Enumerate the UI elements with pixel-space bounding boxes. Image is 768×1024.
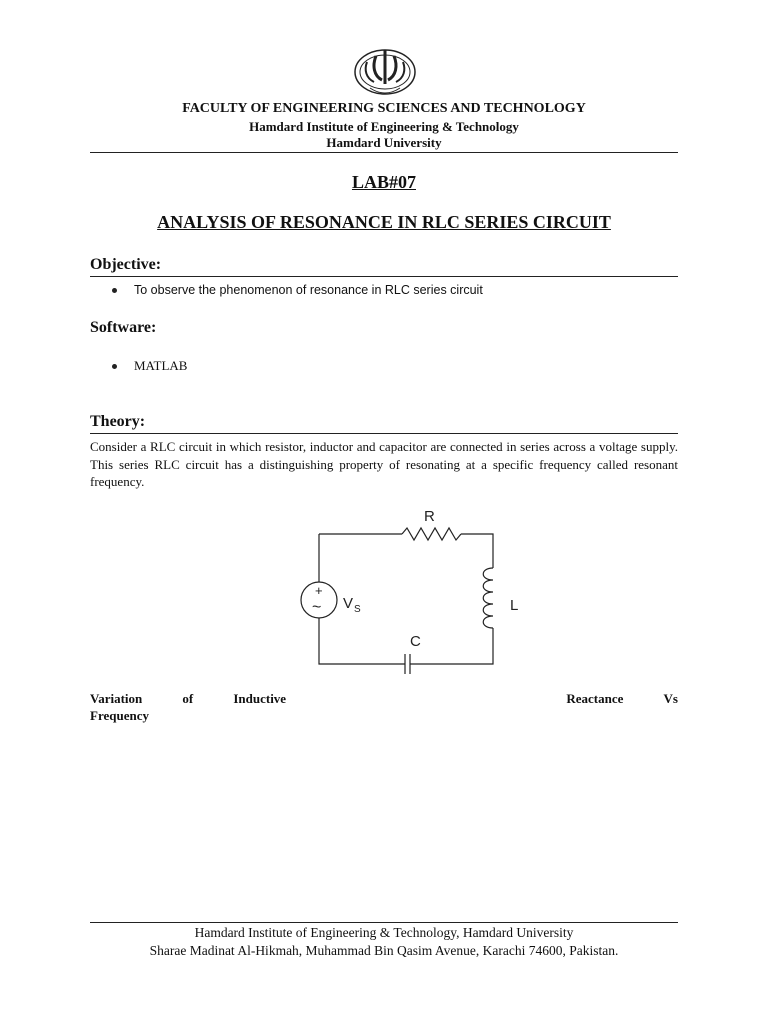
capacitor-icon <box>405 654 410 674</box>
resistor-icon <box>402 528 461 540</box>
header-divider <box>90 152 678 153</box>
objective-item-text: To observe the phenomenon of resonance in RLC series circuit <box>134 283 483 297</box>
variation-word: Inductive <box>233 691 287 706</box>
faculty-name: FACULTY OF ENGINEERING SCIENCES AND TECHNOLOGY <box>182 101 586 116</box>
inductor-label: L <box>510 597 519 614</box>
university-name: Hamdard University <box>326 135 442 150</box>
variation-line2: Frequency <box>90 708 149 723</box>
variation-word: Variation <box>90 691 143 706</box>
rlc-circuit-diagram <box>290 500 530 685</box>
resistor-label: R <box>424 508 435 525</box>
source-label: V <box>343 595 354 612</box>
bullet-icon <box>112 288 117 293</box>
wire-bottom-right <box>410 628 493 664</box>
theory-paragraph: Consider a RLC circuit in which resistor, inductor and capacitor are connected in series across a voltage supply. This series RLC circuit has a distinguishing property of resonating at a specific frequency called resonant frequency. <box>90 439 678 489</box>
objective-divider <box>90 276 678 277</box>
capacitor-label: C <box>410 633 421 650</box>
variation-gap <box>326 690 526 707</box>
variation-word: Vs <box>663 691 678 706</box>
inductor-icon <box>483 568 493 628</box>
footer-divider <box>90 922 678 923</box>
variation-word: of <box>182 691 194 706</box>
source-tilde: ~ <box>312 599 322 616</box>
software-heading: Software: <box>90 319 157 336</box>
theory-heading: Theory: <box>90 413 146 430</box>
bullet-icon <box>112 364 117 369</box>
objective-heading: Objective: <box>90 256 162 273</box>
variation-heading <box>90 690 678 724</box>
software-item-text: MATLAB <box>134 358 188 373</box>
institute-name: Hamdard Institute of Engineering & Technology <box>249 119 519 134</box>
source-label-subscript: S <box>354 604 361 615</box>
variation-word: Reactance <box>566 691 624 706</box>
lab-title: ANALYSIS OF RESONANCE IN RLC SERIES CIRCUIT <box>157 212 611 232</box>
footer-address: Sharae Madinat Al-Hikmah, Muhammad Bin Qasim Avenue, Karachi 74600, Pakistan. <box>149 943 619 958</box>
objective-item <box>112 283 483 297</box>
lab-number: LAB#07 <box>351 172 416 192</box>
theory-divider <box>90 433 678 434</box>
wire-top-right <box>461 534 493 568</box>
wire-bottom-left <box>319 618 405 664</box>
footer-institute: Hamdard Institute of Engineering & Technology, Hamdard University <box>194 925 574 940</box>
software-item <box>112 358 187 374</box>
university-logo-icon <box>352 44 418 100</box>
source-plus-sign: + <box>315 583 323 598</box>
